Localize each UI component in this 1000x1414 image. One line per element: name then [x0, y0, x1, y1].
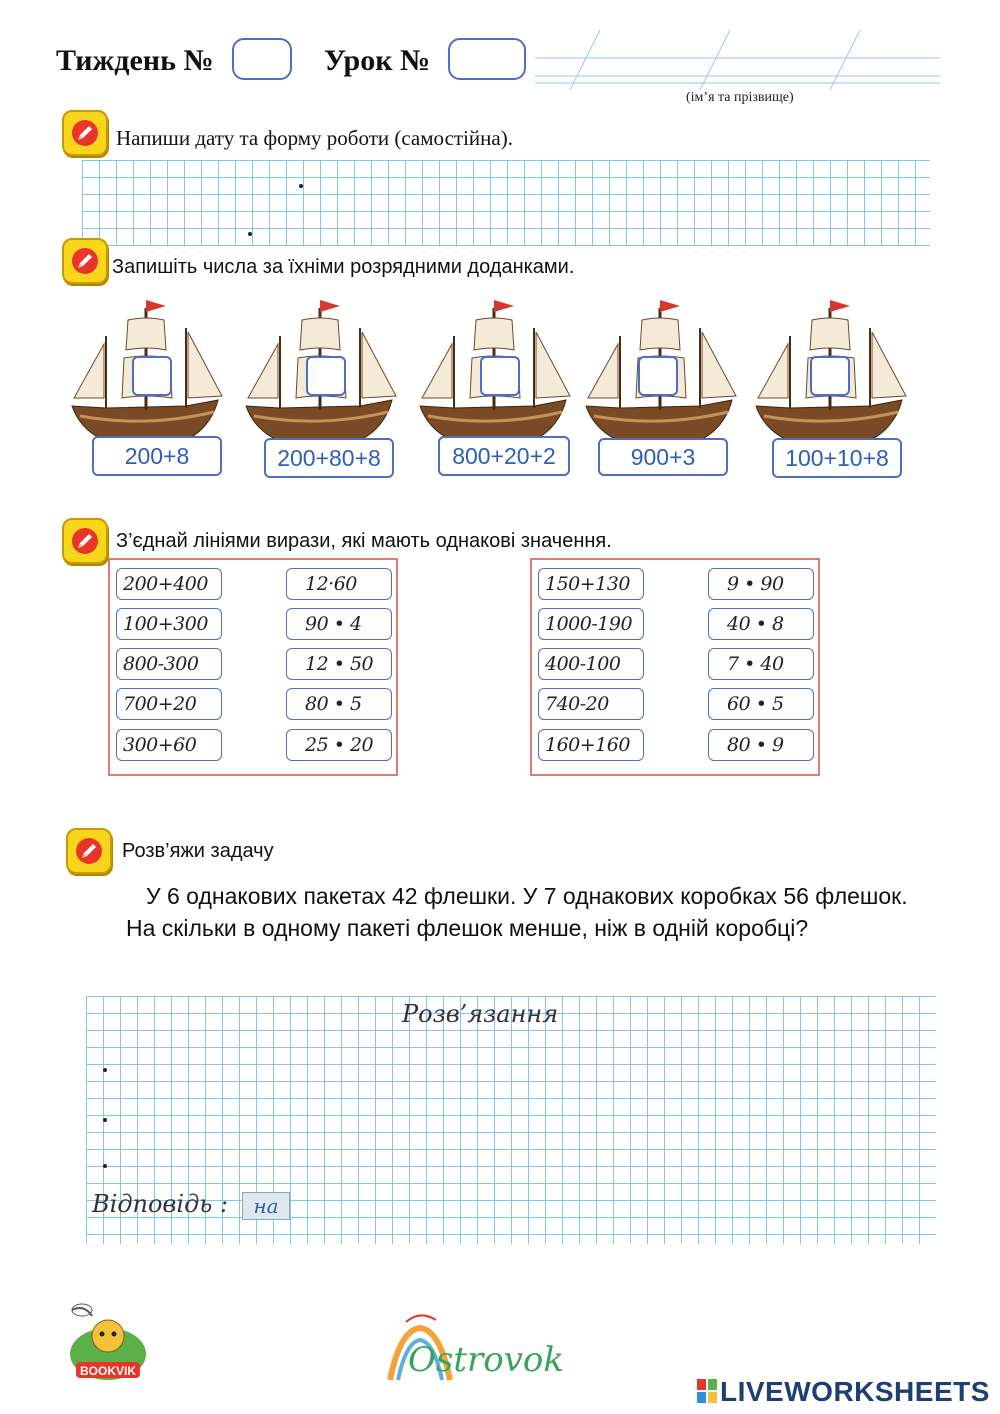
pencil-icon	[62, 238, 108, 284]
expression-left-product[interactable]: 80 • 5	[286, 688, 392, 720]
place-value-sum: 200+8	[92, 436, 222, 476]
name-caption: (ім’я та прізвище)	[686, 90, 794, 105]
bookvik-logo-text: BOOKVIK	[79, 1364, 137, 1378]
solution-title: Розв’язання	[402, 1000, 559, 1028]
expression-left-sum[interactable]: 700+20	[116, 688, 222, 720]
expression-right-product[interactable]: 60 • 5	[708, 688, 814, 720]
week-number-input[interactable]	[232, 38, 292, 80]
expression-right-product[interactable]: 40 • 8	[708, 608, 814, 640]
place-value-sum: 900+3	[598, 438, 728, 476]
pencil-icon	[66, 828, 112, 874]
ship-card	[240, 288, 400, 463]
expression-right-sum[interactable]: 400-100	[538, 648, 644, 680]
expression-right-product[interactable]: 80 • 9	[708, 729, 814, 761]
expression-left-product[interactable]: 25 • 20	[286, 729, 392, 761]
expression-left-sum[interactable]: 200+400	[116, 568, 222, 600]
place-value-answer-input[interactable]	[480, 356, 520, 396]
task1-instruction: Напиши дату та форму роботи (самостійна).	[116, 126, 513, 150]
place-value-answer-input[interactable]	[132, 356, 172, 396]
expression-left-product[interactable]: 12·60	[286, 568, 392, 600]
answer-input[interactable]: на	[242, 1192, 290, 1220]
lesson-number-input[interactable]	[448, 38, 526, 80]
ostrovok-logo	[380, 1310, 600, 1390]
expression-left-sum[interactable]: 800-300	[116, 648, 222, 680]
place-value-sum: 800+20+2	[438, 436, 570, 476]
bookvik-logo	[62, 1300, 154, 1386]
place-value-sum: 100+10+8	[772, 438, 902, 478]
liveworksheets-logo[interactable]: LIVEWORKSHEETS	[720, 1376, 990, 1407]
expression-left-product[interactable]: 12 • 50	[286, 648, 392, 680]
ship-card	[750, 288, 910, 463]
task4-instruction: Розв’яжи задачу	[122, 840, 274, 862]
expression-left-sum[interactable]: 100+300	[116, 608, 222, 640]
grid-dot	[103, 1118, 107, 1122]
expression-right-sum[interactable]: 1000-190	[538, 608, 644, 640]
expression-right-sum[interactable]: 160+160	[538, 729, 644, 761]
answer-label: Відповідь :	[92, 1190, 229, 1218]
task3-instruction: З’єднай лініями вирази, які мають однакові значення.	[116, 530, 612, 552]
solution-grid[interactable]	[86, 996, 936, 1244]
place-value-answer-input[interactable]	[810, 356, 850, 396]
week-label: Тиждень №	[56, 44, 214, 77]
place-value-answer-input[interactable]	[638, 356, 678, 396]
expression-right-sum[interactable]: 740-20	[538, 688, 644, 720]
date-writing-grid[interactable]	[82, 160, 930, 246]
liveworksheets-icon	[696, 1378, 718, 1404]
word-problem-text: У 6 однакових пакетах 42 флешки. У 7 однакових коробках 56 флешок. На скільки в одному пакеті флешок менше, ніж в одній коробці?	[126, 883, 908, 941]
place-value-answer-input[interactable]	[306, 356, 346, 396]
ship-card	[580, 288, 740, 463]
pencil-icon	[62, 110, 108, 156]
task2-instruction: Запишіть числа за їхніми розрядними доданками.	[112, 256, 575, 278]
grid-dot	[248, 232, 252, 236]
expression-left-sum[interactable]: 300+60	[116, 729, 222, 761]
expression-right-product[interactable]: 7 • 40	[708, 648, 814, 680]
place-value-sum: 200+80+8	[264, 438, 394, 478]
pencil-icon	[62, 518, 108, 564]
expression-right-sum[interactable]: 150+130	[538, 568, 644, 600]
grid-dot	[103, 1164, 107, 1168]
name-field[interactable]	[530, 30, 940, 90]
ostrovok-wordmark: Ostrovok	[408, 1340, 564, 1380]
expression-left-product[interactable]: 90 • 4	[286, 608, 392, 640]
grid-dot	[103, 1068, 107, 1072]
grid-dot	[299, 184, 303, 188]
expression-right-product[interactable]: 9 • 90	[708, 568, 814, 600]
lesson-label: Урок №	[324, 44, 431, 77]
